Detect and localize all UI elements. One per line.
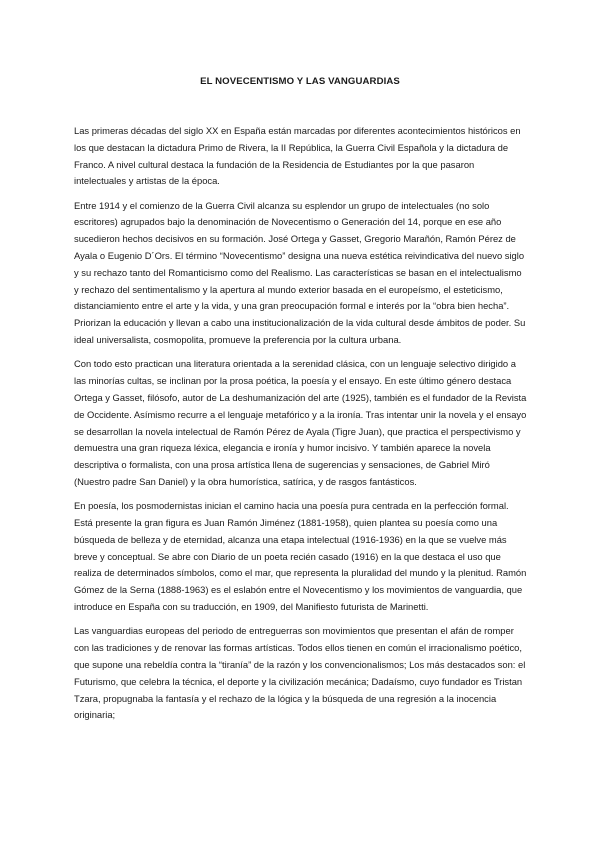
paragraph-novecentismo: Entre 1914 y el comienzo de la Guerra Civil alcanza su esplendor un grupo de intelectuales (no solo escritores) agrupados bajo la denominación de Novecentismo o Generación del 14, porque en ese año sucedieron hechos decisivos en su formación. José Ortega y Gasset, Gregorio Marañón, Ramón Pérez de Ayala o Eugenio D´Ors. El término “Novecentismo” designa una nueva estética reivindicativa del nuevo siglo y su rechazo tanto del Romanticismo como del Realismo. Las características se basan en el intelectualismo y rechazo del sentimentalismo y la apertura al mundo exterior basada en el europeísmo, el esteticismo, distanciamiento entre el arte y la vida, y una gran preocupación formal e interés por la “obra bien hecha”. Priorizan la educación y llevan a cabo una institucionalización de la vida cultural desde ámbitos de poder. Su ideal universalista, cosmopolita, promueve la preferencia por la cultura urbana. — [74, 199, 526, 346]
paragraph-vanguardias: Las vanguardias europeas del periodo de entreguerras son movimientos que presentan el afán de romper con las tradiciones y de renovar las formas artísticas. Todos ellos tienen en común el irracionalismo poético, que supone una rebeldía contra la “tiranía” de la razón y los convencionalismos; Los más destacados son: el Futurismo, que celebra la técnica, el deporte y la civilización mecánica; Dadaísmo, cuyo fundador es Tristan Tzara, propugnaba la fantasía y el rechazo de la lógica y la búsqueda de una regresión a la inocencia originaria; — [74, 625, 526, 721]
paragraph-literatura: Con todo esto practican una literatura orientada a la serenidad clásica, con un lenguaje selectivo dirigido a las minorías cultas, se inclinan por la prosa poética, la poesía y el ensayo. En este último género destaca Ortega y Gasset, filósofo, autor de La deshumanización del arte (1925), también es el fundador de la Revista de Occidente. Asímismo recurre a el lenguaje metafórico y a la ironía. Tras intentar unir la novela y el ensayo se desarrollan la novela intelectual de Ramón Pérez de Ayala (Tigre Juan), que practica el perspectivismo y demuestra una gran riqueza léxica, elegancia e ironía y humor incisivo. Y también aparece la novela descriptiva o formalista, con una prosa artística llena de sugerencias y sensaciones, de Gabriel Miró (Nuestro padre San Daniel) y la obra humorística, satírica, y de rasgos fantásticos. — [74, 358, 527, 487]
document-body — [74, 123, 528, 732]
paragraph-intro: Las primeras décadas del siglo XX en España están marcadas por diferentes acontecimientos históricos en los que destacan la dictadura Primo de Rivera, la II República, la Guerra Civil Española y la dictadura de Franco. A nivel cultural destaca la fundación de la Residencia de Estudiantes por la que pasaron intelectuales y artistas de la época. — [74, 125, 521, 187]
document-title: EL NOVECENTISMO Y LAS VANGUARDIAS — [200, 76, 400, 87]
paragraph-poesia: En poesía, los posmodernistas inician el camino hacia una poesía pura centrada en la perfección formal. Está presente la gran figura es Juan Ramón Jiménez (1881-1958), quien plantea su poesía como una búsqueda de belleza y de eternidad, alcanza una etapa intelectual (1916-1936) en la que se vuelve más breve y conceptual. Se abre con Diario de un poeta recién casado (1916) en la que destaca el uso que realiza de determinados símbolos, como el mar, que representa la pluralidad del mundo y la plenitud. Ramón Gómez de la Serna (1888-1963) es el eslabón entre el Novecentismo y los movimientos de vanguardia, que introduce en España con su traducción, en 1909, del Manifiesto futurista de Marinetti. — [74, 500, 527, 613]
